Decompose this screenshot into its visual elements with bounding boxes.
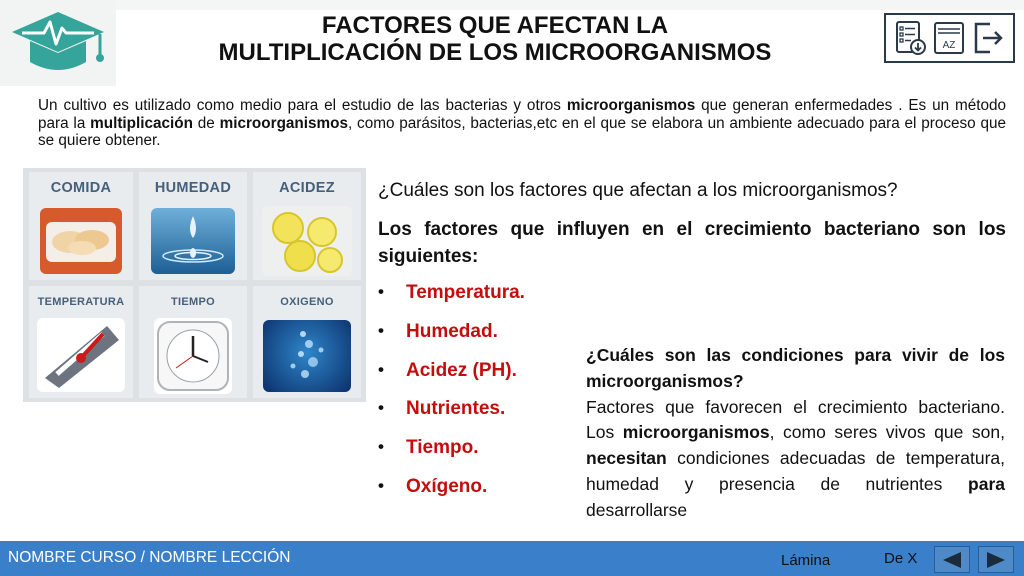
conditions-text-2: , como seres vivos que son,: [769, 422, 1006, 443]
factors-image-mosaic: [23, 168, 366, 402]
page-title-line-1: FACTORES QUE AFECTAN LA: [321, 12, 669, 39]
list-item: [378, 437, 525, 476]
factor-humedad: Humedad.: [406, 320, 498, 342]
tile-comida: [29, 172, 133, 280]
conditions-bold-3: para: [968, 473, 1005, 494]
exit-button[interactable]: [971, 19, 1005, 57]
thermometer-icon: [37, 318, 125, 392]
clock-icon: [154, 318, 232, 394]
triangle-right-icon: [983, 550, 1009, 570]
checklist-download-button[interactable]: [894, 19, 928, 57]
tile-temperatura: [29, 286, 133, 398]
intro-text-3: de: [192, 114, 220, 132]
tile-label-temperatura: TEMPERATURA: [37, 296, 125, 308]
lamina-label: Lámina: [781, 552, 831, 569]
bullet: •: [378, 282, 384, 301]
checklist-download-icon: [895, 20, 927, 56]
course-name: NOMBRE CURSO / NOMBRE LECCIÓN: [8, 549, 291, 566]
conditions-block: [586, 343, 1005, 524]
glossary-az-icon: [932, 20, 966, 56]
factor-nutrientes: Nutrientes.: [406, 398, 506, 420]
tile-label-comida: COMIDA: [50, 180, 112, 196]
tile-label-oxigeno: OXIGENO: [280, 296, 334, 308]
tile-acidez: [253, 172, 361, 280]
bullet: •: [378, 475, 384, 495]
conditions-text: [586, 395, 1005, 524]
factors-lead: Los factores que influyen en el crecimiento bacteriano son los siguientes:: [378, 219, 1006, 267]
list-item: [378, 282, 525, 321]
factors-question: ¿Cuáles son los factores que afectan a los microorganismos?: [378, 180, 898, 201]
glossary-button[interactable]: [932, 19, 966, 57]
bullet: •: [378, 320, 384, 340]
tile-label-humedad: HUMEDAD: [154, 180, 232, 196]
conditions-question: ¿Cuáles son las condiciones para vivir de los microorganismos?: [586, 345, 1005, 391]
conditions-bold-1: microorganismos: [622, 422, 770, 443]
intro-paragraph: [38, 97, 1006, 150]
page-title-line-2: MULTIPLICACIÓN DE LOS MICROORGANISMOS: [218, 39, 772, 66]
bubbles-icon: [263, 320, 351, 392]
intro-bold-2: multiplicación: [90, 114, 193, 132]
exit-door-icon: [972, 20, 1004, 56]
logo: [0, 0, 116, 86]
intro-text-1: Un cultivo es utilizado como medio para el estudio de las bacterias y otros: [38, 97, 567, 114]
bullet: •: [378, 398, 384, 418]
tile-label-tiempo: TIEMPO: [171, 296, 215, 308]
page-total: De X: [884, 550, 918, 567]
footer-bar: [0, 541, 1024, 576]
list-item: [378, 476, 525, 515]
food-icon: [40, 208, 122, 274]
bullet: •: [378, 437, 384, 457]
tile-humedad: [139, 172, 247, 280]
intro-bold-1: microorganismos: [566, 97, 696, 114]
conditions-text-1: Factores que favorecen el crecimiento bacteriano. Los: [586, 396, 1005, 443]
factor-tiempo: Tiempo.: [406, 437, 479, 459]
list-item: [378, 360, 525, 399]
factor-acidez: Acidez (PH).: [406, 359, 517, 381]
intro-text-2: que generan enfermedades . Es un método para la: [38, 97, 1007, 132]
prev-slide-button[interactable]: [934, 546, 970, 573]
conditions-text-3: condiciones adecuadas de temperatura, humedad y presencia de nutrientes: [586, 448, 1005, 494]
list-item: [378, 321, 525, 360]
conditions-bold-2: necesitan: [586, 448, 667, 469]
tile-oxigeno: [253, 286, 361, 398]
glossary-az-label: AZ: [943, 40, 956, 51]
factor-temperatura: Temperatura.: [406, 282, 525, 303]
intro-text-4: , como parásitos, bacterias,etc en el que se elabora un ambiente adecuado para el proceso que se quiere obtener.: [38, 114, 1007, 149]
bullet: •: [378, 359, 384, 379]
header-strip: [116, 0, 1024, 10]
toolbar: [884, 13, 1015, 63]
graduation-cap-heartbeat-icon: [0, 0, 116, 86]
factors-list: [378, 282, 525, 515]
tile-tiempo: [139, 286, 247, 398]
conditions-text-4: desarrollarse: [586, 499, 688, 520]
lemon-icon: [262, 206, 352, 276]
list-item: [378, 398, 525, 437]
intro-bold-3: microorganismos: [219, 114, 348, 132]
page-title: [150, 12, 840, 66]
factor-oxigeno: Oxígeno.: [406, 475, 488, 497]
next-slide-button[interactable]: [978, 546, 1014, 573]
triangle-left-icon: [939, 550, 965, 570]
tile-label-acidez: ACIDEZ: [279, 180, 335, 196]
water-drop-icon: [151, 208, 235, 274]
